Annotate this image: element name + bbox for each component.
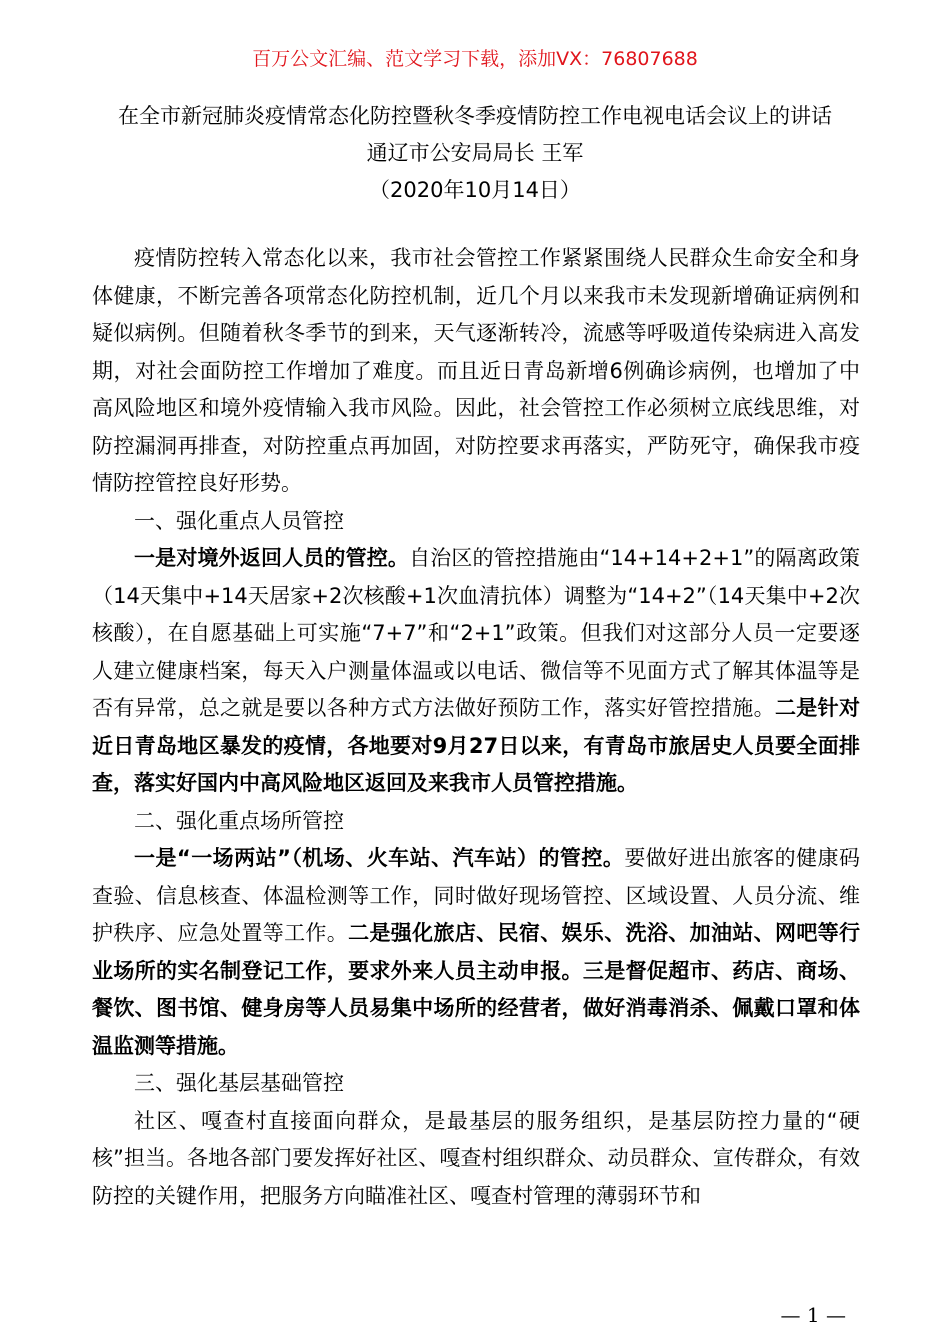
speech-date: （2020年10月14日） (369, 178, 581, 202)
speaker-line: 通辽市公安局局长 王军 (366, 141, 584, 165)
bold-lead: 一是“一场两站”（机场、火车站、汽车站）的管控。 (134, 846, 625, 870)
section-heading-2: 二、强化重点场所管控 (134, 808, 344, 833)
document-body (92, 240, 860, 1215)
bold-lead: 一是对境外返回人员的管控。 (134, 546, 410, 570)
section-1-paragraph (92, 540, 860, 803)
section-heading-3: 三、强化基层基础管控 (134, 1071, 344, 1095)
watermark-banner: 百万公文汇编、范文学习下载，添加VX：76807688 (252, 48, 698, 70)
speech-title: 在全市新冠肺炎疫情常态化防控暨秋冬季疫情防控工作电视电话会议上的讲话 (118, 104, 832, 128)
page-number: — 1 — (780, 1303, 846, 1327)
paragraph-text: 自治区的管控措施由“14+14+2+1”的隔离政策（14天集中+14天居家+2次核酸+1次血清抗体）调整为“14+2”（14天集中+2次核酸），在自愿基础上可实施“7+7”和“2+1”政策。但我们对这部分人员一定要逐人建立健康档案，每天入户测量体温或以电话、微信等不见面方式了解其体温等是否有异常，总之就是要以各种方式方法做好预防工作，落实好管控措施。 (92, 546, 860, 720)
intro-paragraph: 疫情防控转入常态化以来，我市社会管控工作紧紧围绕人民群众生命安全和身体健康，不断完善各项常态化防控机制，近几个月以来我市未发现新增确证病例和疑似病例。但随着秋冬季节的到来，天气逐渐转冷，流感等呼吸道传染病进入高发期，对社会面防控工作增加了难度。而且近日青岛新增6例确诊病例，也增加了中高风险地区和境外疫情输入我市风险。因此，社会管控工作必须树立底线思维，对防控漏洞再排查，对防控重点再加固，对防控要求再落实，严防死守，确保我市疫情防控管控良好形势。 (92, 246, 860, 495)
bold-text: 二是强化旅店、民宿、娱乐、洗浴、加油站、网吧等行业场所的实名制登记工作，要求外来人员主动申报。三是督促超市、药店、商场、餐饮、图书馆、健身房等人员易集中场所的经营者，做好消毒消杀、佩戴口罩和体温监测等措施。 (92, 921, 861, 1058)
section-heading-1: 一、强化重点人员管控 (134, 508, 344, 533)
section-2-paragraph (92, 840, 860, 1065)
paragraph-text: 要做好进出旅客的健康码查验、信息核查、体温检测等工作，同时做好现场管控、区域设置、人员分流、维护秩序、应急处置等工作。 (92, 846, 861, 945)
section-3-paragraph: 社区、嘎查村直接面向群众，是最基层的服务组织，是基层防控力量的“硬核”担当。各地各部门要发挥好社区、嘎查村组织群众、动员群众、宣传群众，有效防控的关键作用，把服务方向瞄准社区、嘎查村管理的薄弱环节和 (92, 1108, 860, 1208)
bold-text: 二是针对近日青岛地区暴发的疫情，各地要对9月27日以来，有青岛市旅居史人员要全面排查，落实好国内中高风险地区返回及来我市人员管控措施。 (92, 696, 860, 795)
